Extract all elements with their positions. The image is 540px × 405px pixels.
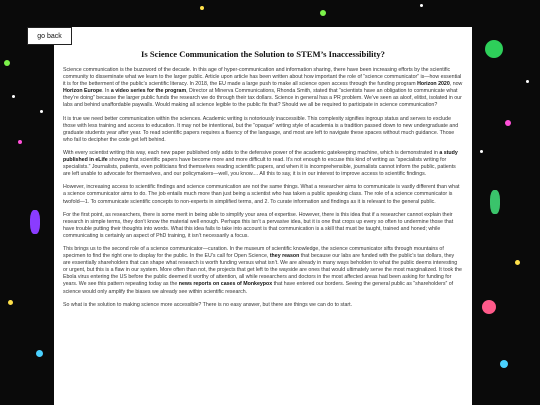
p6-text-e: that have entered our borders. Seeing the general public as “shareholders” of science would only amplify the biases we already see within scientific research.	[63, 281, 454, 295]
p3-text-a: With every scientist writing this way, each new paper published only adds to the defensive power of the academic gatekeeping machine, which is demonstrated in	[63, 149, 440, 156]
p6-text-c: that because our labs are funded with the public’s tax dollars, they are essentially shareholders that can shape what research is worth funding versus what isn’t. We are already in many ways beholden to what the public deems interesting or urgent, but this is a flaw in our system. More often than not, the projects that get left to the wayside are ones that would ultimately serve the most marginalized. It took the Ebola virus entering the US before the public deemed it worthy of attention, all while researchers and doctors in the most affected areas had been asking for funding for years. We see this pattern repeating today as the	[63, 253, 462, 288]
p1-text-c: , now	[449, 81, 463, 88]
p3-text-c: showing that scientific papers have become more and more difficult to read. It’s not enough to excuse this kind of writing as “specialists writing for specialists.” Journalists, patients, even politicians find themselves reading scientific papers, and when it is incomprehensible, journalists cannot inform the public, patients are left unable to advocate for themselves, and our policymakers—well, you know.... All this to say, it is in our interest to improve access to scientific findings.	[63, 157, 456, 178]
p1-text-e: . In	[102, 88, 111, 95]
horizon-europe-link[interactable]: Horizon Europe	[63, 88, 103, 95]
video-series-link[interactable]: a video series for the program	[110, 88, 187, 95]
paragraph-5: For the first point, as researchers, there is some merit in being able to simplify your area of expertise. However, there is this idea that if a researcher cannot explain their research in simple terms, they don’t know the material well enough. Perhaps this isn’t a pervasive idea, but it is one that crops up every so often to undermine those that have trouble putting their thoughts into words. What this idea fails to take into account is that communication is a skill that must be taught, trained and honed; while communicating is certainly an aspect of PhD training, it isn’t necessarily a focus.	[63, 211, 454, 239]
paragraph-3	[63, 150, 463, 178]
article-title: Is Science Communication the Solution to STEM’s Inaccessibility?	[141, 49, 385, 59]
article-card	[54, 27, 472, 405]
p1-text-g: , Director at Minerva Communications, Rhonda Smith, stated that “scientists have an obligation to communicate what they’re doing” because the larger public funds the research we do through their tax dollars. Science in general has a PR problem. We’ve seen as aloof, elitist, isolated in our labs and behind unaffordable paywalls. Would making all science legible to the public fix that? Should we all be required to participate in science communication?	[63, 88, 462, 109]
paragraph-6	[63, 246, 463, 296]
paragraph-2: It is true we need better communication within the sciences. Academic writing is notoriously inaccessible. This complexity signifies ingroup status and serves to exclude those with less training and access to education. It may not be intentional, but the “opaque” writing style of academia is a tradition passed down to new undergraduate and graduate students year after year. To read scientific papers requires a fluency of the language, and most are left to navigate these spaces without much guidance. Those who fail to decipher the code get left behind.	[63, 115, 459, 143]
paragraph-1	[63, 67, 463, 110]
go-back-button[interactable]: go back	[27, 27, 72, 45]
paragraph-4: However, increasing access to scientific findings and science communication are not the same things. What a researcher aims to communicate is vastly different than what a science communicator aims to do. The job entails much more than just being a scientist who has taken a public speaking class. The role of a science communicator is twofold—1. To communicate scientific concepts to non-experts in simplified terms, and 2. To curate information and findings as it is relevant to the general public.	[63, 184, 460, 205]
paragraph-7: So what is the solution to making science more accessible? There is no easy answer, but there are things we can do to start.	[63, 301, 353, 308]
horizon-2020-link[interactable]: Horizon 2020	[417, 81, 450, 88]
monkeypox-news-link[interactable]: news reports on cases of Monkeypox	[178, 281, 273, 288]
elife-study-link[interactable]: a study published in eLife	[63, 149, 458, 164]
p1-text-a: Science communication is the buzzword of the decade. In this age of hyper-communication and information sharing, there have been increasing efforts by the scientific community to disseminate what we learn to the larger public. Article upon article has been written about how important the role of “science communicator” is—how essential it is for the betterment of the public’s scientific literacy. In 2018, the EU made a large push to make all science open access through the funding program	[63, 67, 462, 88]
they-reason-link[interactable]: they reason	[269, 253, 300, 260]
p6-text-a: This brings us to the second role of a science communicator—curation. In the museum of scientific knowledge, the science communicator sifts through mountains of specimen to find the right one to display for the public. In the EU’s call for Open Science,	[63, 245, 444, 260]
